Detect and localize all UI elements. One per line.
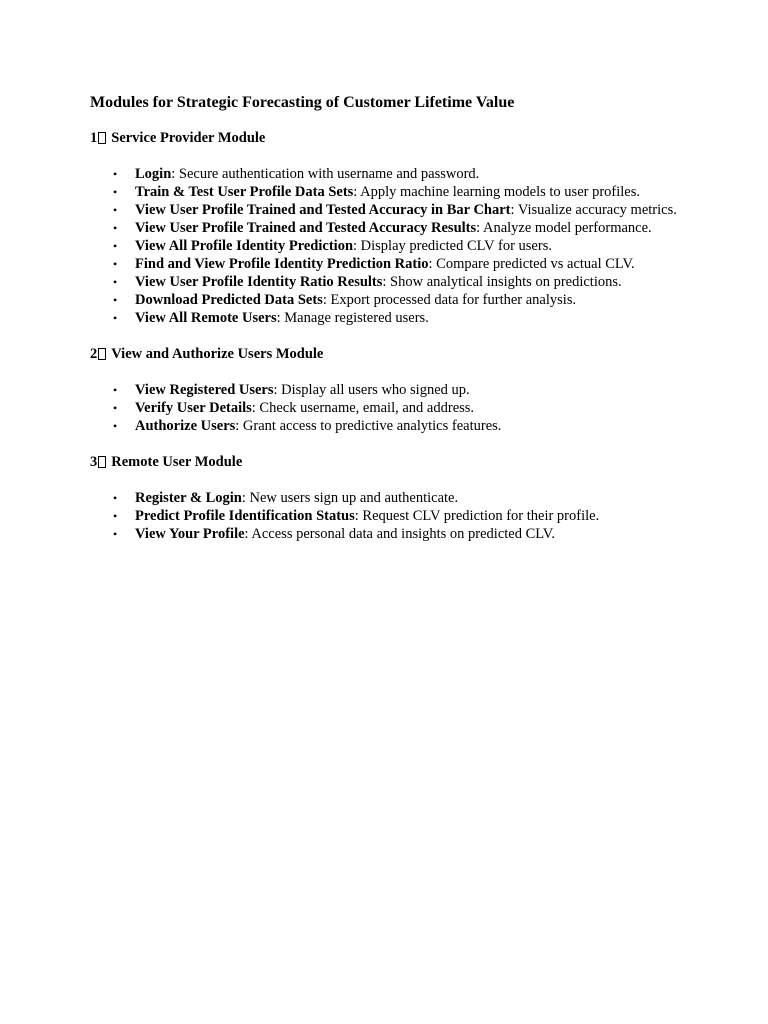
section-heading — [90, 129, 690, 147]
bullet-icon: • — [113, 509, 118, 523]
list-item: • Authorize Users: Grant access to predictive analytics features. — [113, 418, 502, 434]
bullet-icon: • — [113, 257, 118, 271]
section-heading — [90, 345, 690, 363]
module-list — [90, 381, 690, 435]
section-remote-user — [90, 453, 690, 543]
section-authorize-users — [90, 345, 690, 435]
list-item: • Verify User Details: Check username, email, and address. — [113, 400, 475, 416]
bullet-icon: • — [113, 527, 118, 541]
section-title: Service Provider Module — [111, 130, 266, 146]
missing-glyph-icon — [98, 456, 106, 468]
section-heading — [90, 453, 690, 471]
bullet-icon: • — [113, 383, 118, 397]
list-item: • Train & Test User Profile Data Sets: Apply machine learning models to user profiles. — [113, 184, 641, 200]
bullet-icon: • — [113, 275, 118, 289]
list-item: • View User Profile Trained and Tested Accuracy in Bar Chart: Visualize accuracy metrics. — [113, 202, 677, 218]
module-list — [90, 165, 690, 327]
list-item: • View User Profile Identity Ratio Results: Show analytical insights on predictions. — [113, 274, 622, 290]
bullet-icon: • — [113, 221, 118, 235]
section-number: 2 — [90, 346, 98, 362]
bullet-icon: • — [113, 203, 118, 217]
section-number: 3 — [90, 454, 98, 470]
bullet-icon: • — [113, 401, 118, 415]
section-title: Remote User Module — [111, 454, 243, 470]
document-page — [90, 92, 690, 543]
list-item: • Find and View Profile Identity Prediction Ratio: Compare predicted vs actual CLV. — [113, 256, 635, 272]
bullet-icon: • — [113, 167, 118, 181]
document-title: Modules for Strategic Forecasting of Customer Lifetime Value — [90, 94, 515, 111]
list-item: • Register & Login: New users sign up and authenticate. — [113, 490, 459, 506]
list-item: • View User Profile Trained and Tested Accuracy Results: Analyze model performance. — [113, 220, 652, 236]
bullet-icon: • — [113, 293, 118, 307]
list-item: • Predict Profile Identification Status: Request CLV prediction for their profile. — [113, 508, 600, 524]
bullet-icon: • — [113, 185, 118, 199]
list-item: • Login: Secure authentication with username and password. — [113, 166, 480, 182]
bullet-icon: • — [113, 419, 118, 433]
bullet-icon: • — [113, 491, 118, 505]
list-item: • View All Remote Users: Manage registered users. — [113, 310, 429, 326]
list-item: • View Registered Users: Display all users who signed up. — [113, 382, 470, 398]
missing-glyph-icon — [98, 348, 106, 360]
missing-glyph-icon — [98, 132, 106, 144]
section-title: View and Authorize Users Module — [111, 346, 324, 362]
section-number: 1 — [90, 130, 98, 146]
list-item: • View Your Profile: Access personal data and insights on predicted CLV. — [113, 526, 556, 542]
list-item: • View All Profile Identity Prediction: Display predicted CLV for users. — [113, 238, 552, 254]
bullet-icon: • — [113, 239, 118, 253]
module-list — [90, 489, 690, 543]
list-item: • Download Predicted Data Sets: Export processed data for further analysis. — [113, 292, 577, 308]
bullet-icon: • — [113, 311, 118, 325]
section-service-provider — [90, 129, 690, 327]
